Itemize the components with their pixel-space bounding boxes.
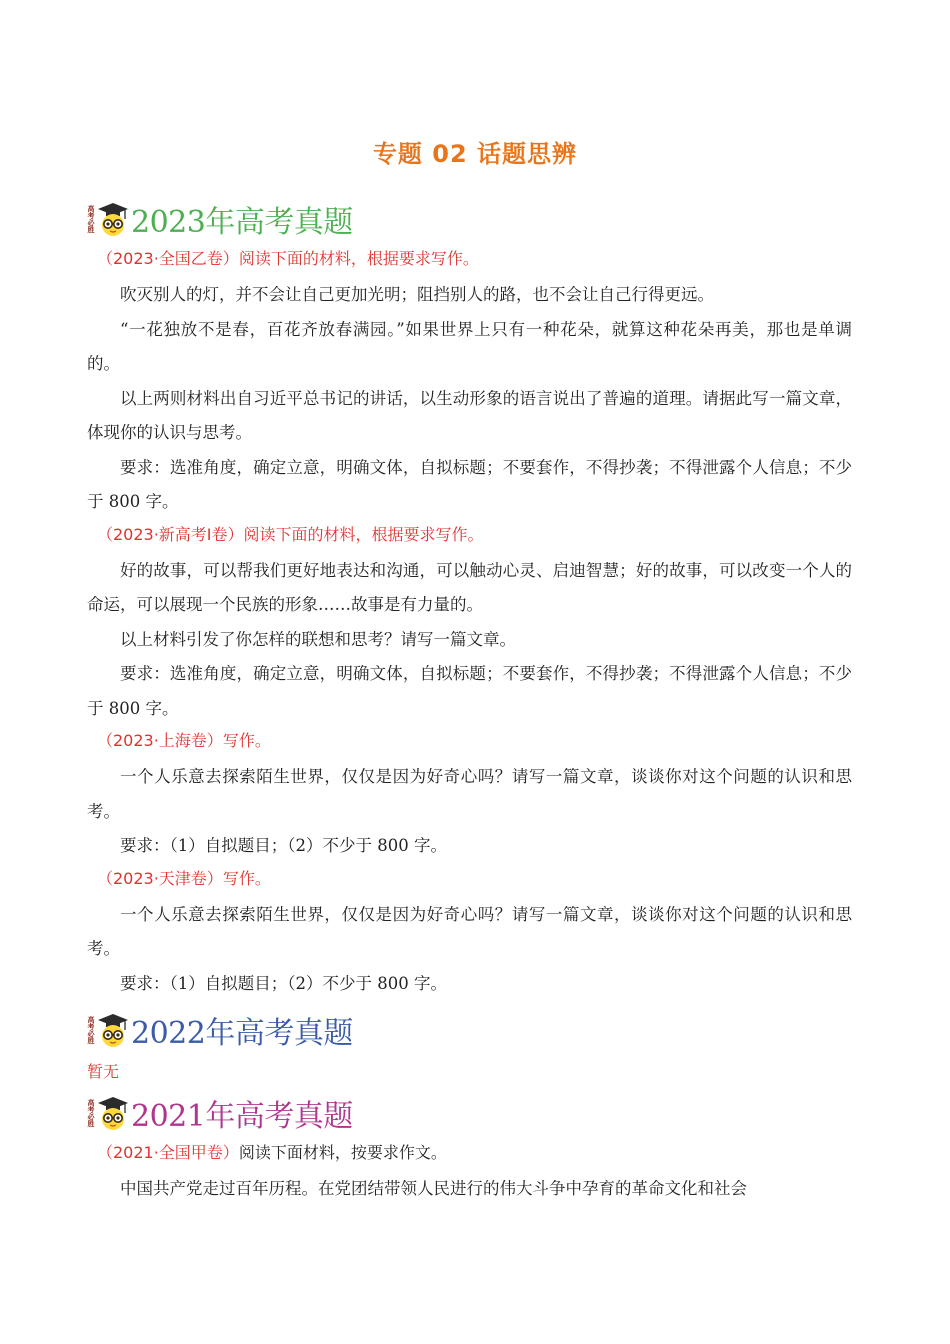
- badge-text: 高考必胜: [87, 1099, 96, 1127]
- question-instruction: 写作。: [222, 868, 271, 888]
- section-header-2021: [87, 1090, 852, 1136]
- question-paragraph: 以上材料引发了你怎样的联想和思考？请写一篇文章。: [120, 629, 516, 649]
- section-title: 2021年高考真题: [131, 1099, 353, 1134]
- question-source: （2023·天津卷）: [97, 868, 223, 888]
- section-header-2022: [87, 1007, 852, 1053]
- question-paragraph: 以上两则材料出自习近平总书记的讲话，以生动形象的语言说出了普遍的道理。请据此写一篇文章，体现你的认识与思考。: [87, 388, 852, 442]
- question-paragraph: 中国共产党走过百年历程。在党团结带领人民进行的伟大斗争中孕育的革命文化和社会: [120, 1179, 747, 1198]
- owl-graduation-cap-icon: [97, 1094, 129, 1132]
- no-questions-note: 暂无: [87, 1062, 120, 1081]
- question-heading: [97, 868, 852, 890]
- question-instruction: 阅读下面的材料，根据要求写作。: [243, 524, 484, 544]
- gaokao-badge: [87, 1094, 129, 1132]
- question-requirements: 要求：（1）自拟题目；（2）不少于 800 字。: [120, 836, 447, 855]
- question-paragraph: 一个人乐意去探索陌生世界，仅仅是因为好奇心吗？请写一篇文章，谈谈你对这个问题的认识和思考。: [87, 904, 852, 958]
- question-instruction: 阅读下面的材料，根据要求写作。: [238, 249, 479, 268]
- question-heading: [97, 248, 852, 270]
- document-body: [87, 196, 852, 1207]
- question-requirements: 要求：选准角度，确定立意，明确文体，自拟标题；不要套作，不得抄袭；不得泄露个人信息；不少于 800 字。: [87, 457, 852, 511]
- question-paragraph: “一花独放不是春，百花齐放春满园。”如果世界上只有一种花朵，就算这种花朵再美，那也是单调的。: [87, 319, 852, 373]
- section-header-2023: [87, 196, 852, 242]
- badge-text: 高考必胜: [87, 1016, 96, 1044]
- page-title: 专题 02 话题思辨: [372, 140, 578, 168]
- question-paragraph: 好的故事，可以帮我们更好地表达和沟通，可以触动心灵、启迪智慧；好的故事，可以改变一个人的命运，可以展现一个民族的形象……故事是有力量的。: [87, 560, 852, 614]
- question-source: （2021·全国甲卷）: [97, 1143, 239, 1162]
- question-source: （2023·全国乙卷）: [97, 249, 239, 268]
- question-requirements: 要求：选准角度，确定立意，明确文体，自拟标题；不要套作，不得抄袭；不得泄露个人信息；不少于 800 字。: [87, 664, 852, 718]
- question-instruction: 写作。: [222, 731, 271, 750]
- question-paragraph: 一个人乐意去探索陌生世界，仅仅是因为好奇心吗？请写一篇文章，谈谈你对这个问题的认识和思考。: [87, 767, 852, 821]
- question-source: （2023·新高考Ⅰ卷）: [97, 524, 244, 544]
- question-heading: [97, 1142, 852, 1164]
- badge-text: 高考必胜: [87, 205, 96, 233]
- owl-graduation-cap-icon: [97, 1011, 129, 1049]
- gaokao-badge: [87, 1011, 129, 1049]
- question-instruction: 阅读下面材料，按要求作文。: [238, 1143, 447, 1162]
- question-heading: [97, 524, 852, 546]
- section-title: 2023年高考真题: [131, 205, 353, 240]
- question-requirements: 要求：（1）自拟题目；（2）不少于 800 字。: [120, 973, 447, 993]
- question-paragraph: 吹灭别人的灯，并不会让自己更加光明；阻挡别人的路，也不会让自己行得更远。: [120, 285, 714, 304]
- gaokao-badge: [87, 200, 129, 238]
- section-title: 2022年高考真题: [131, 1016, 353, 1051]
- owl-graduation-cap-icon: [97, 200, 129, 238]
- question-heading: [97, 730, 852, 752]
- question-source: （2023·上海卷）: [97, 731, 223, 750]
